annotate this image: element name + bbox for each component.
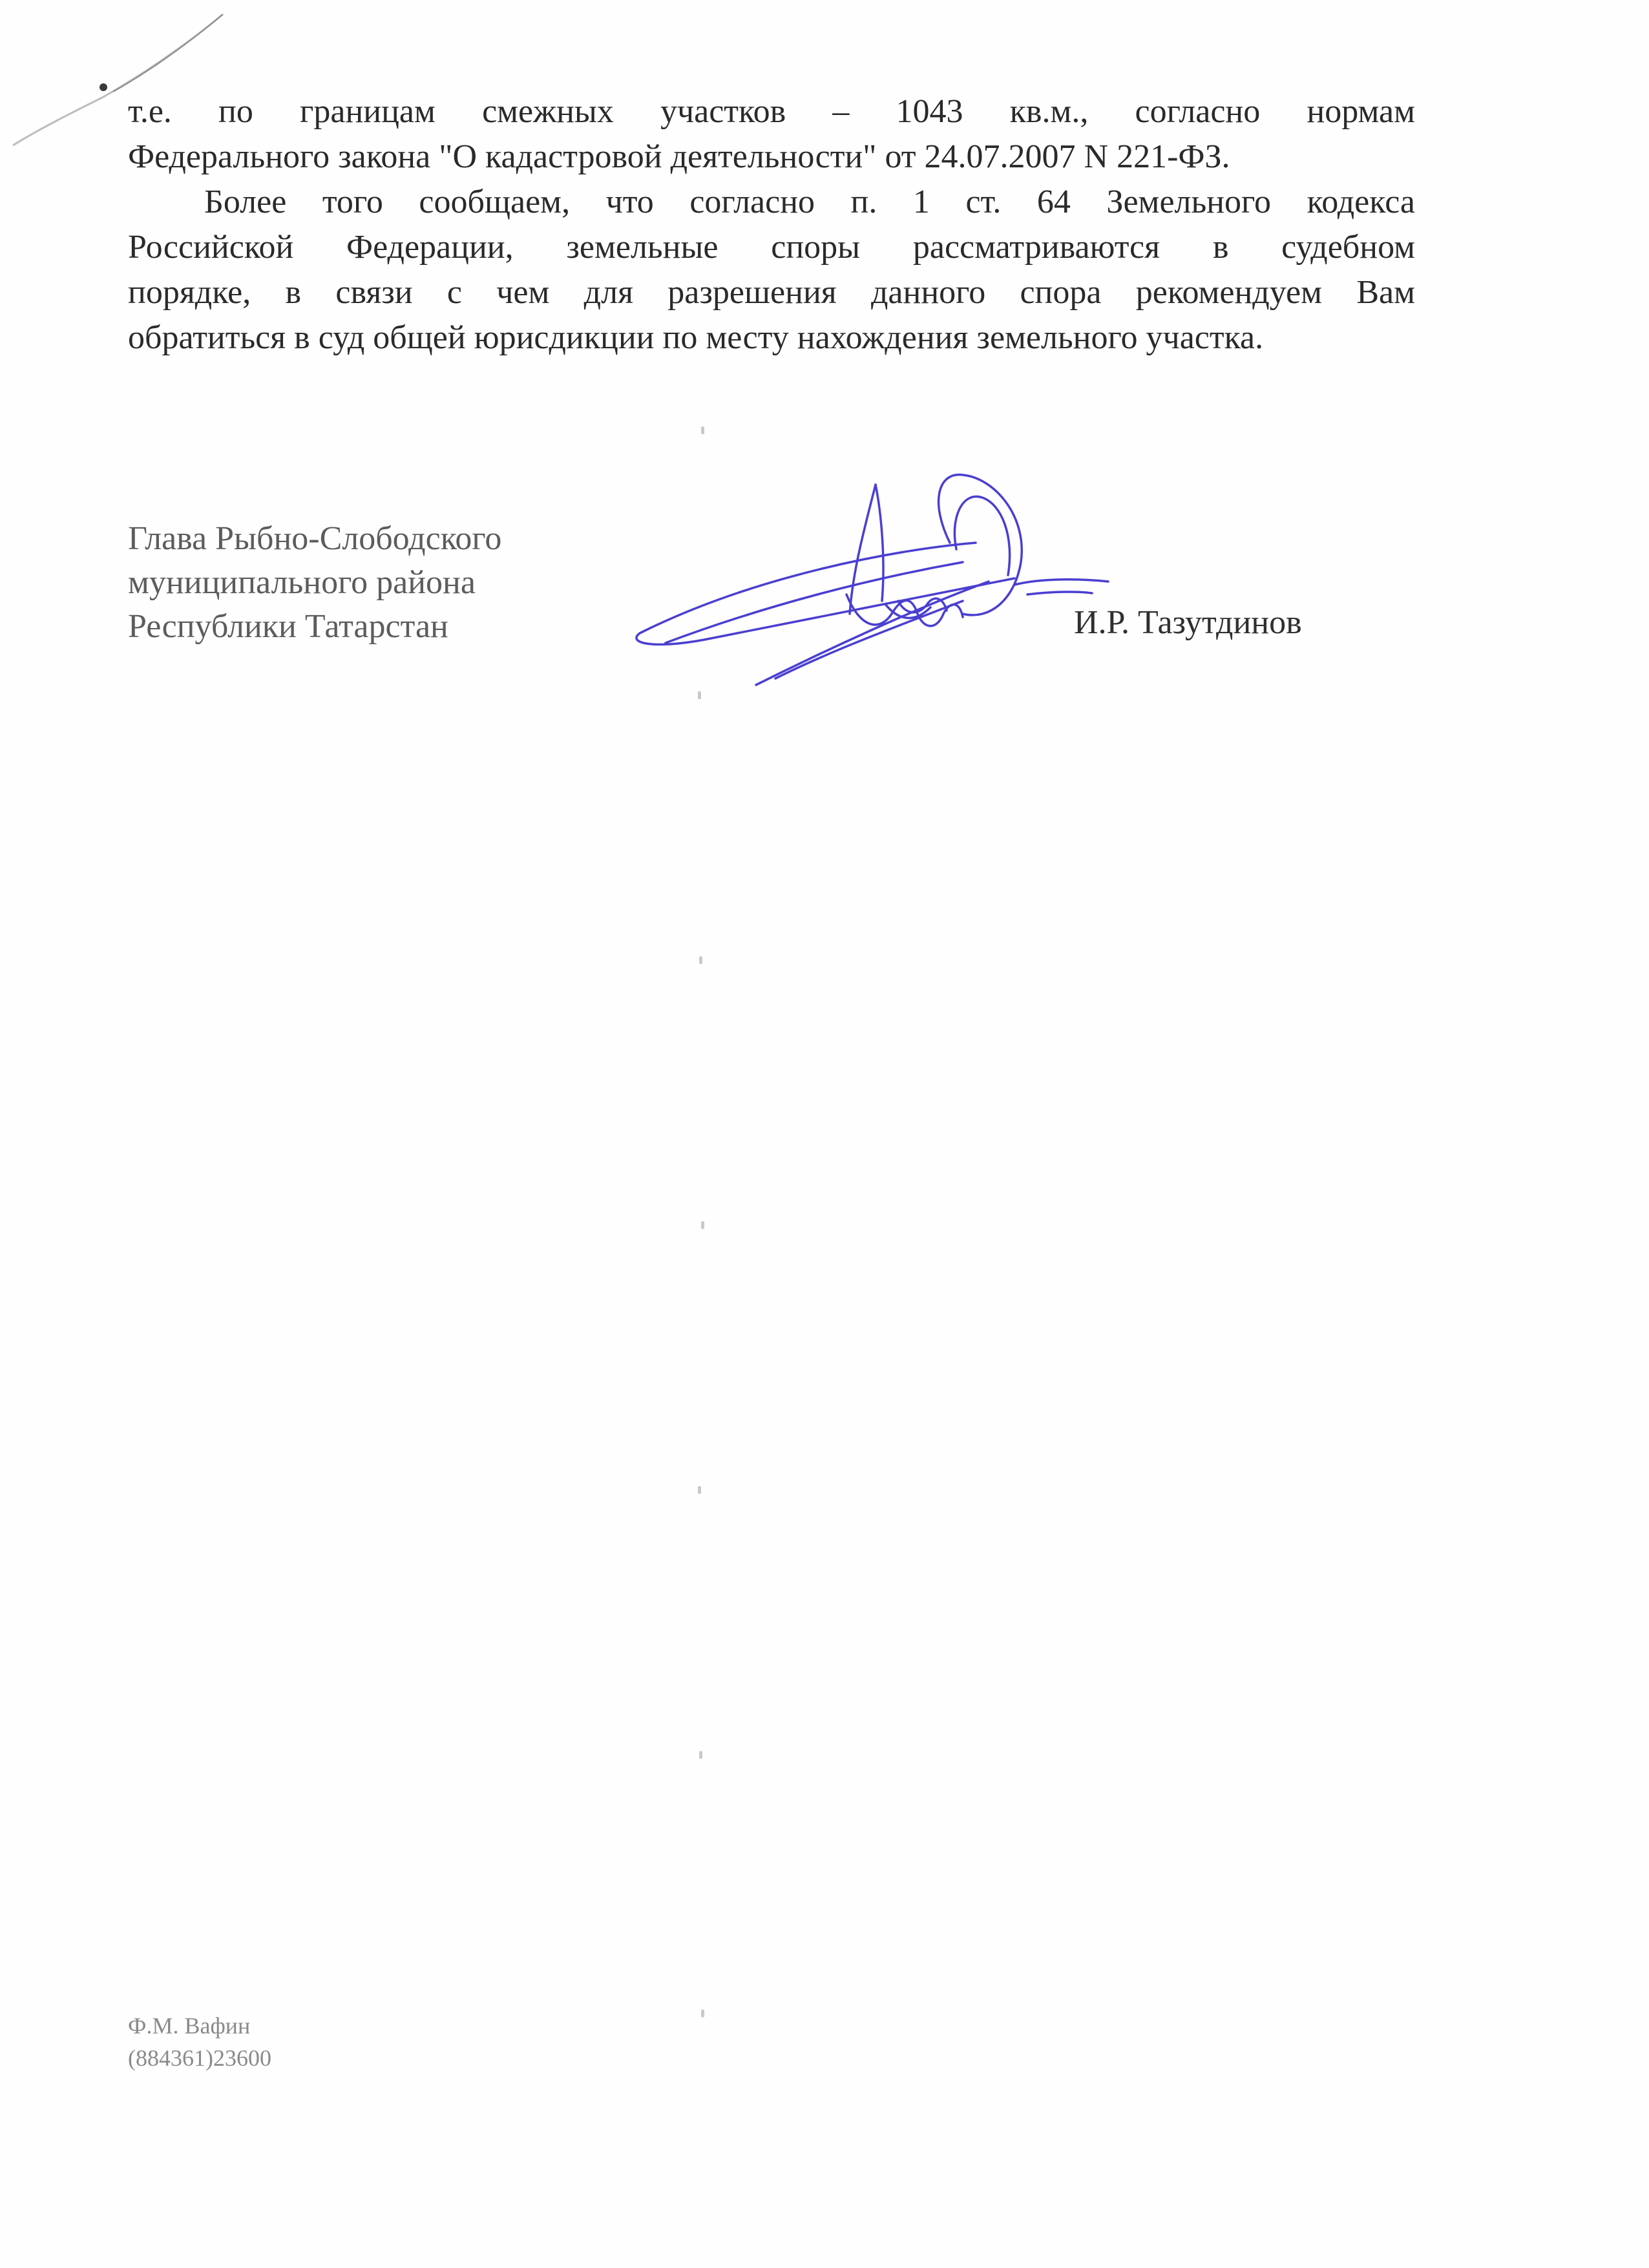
executor-phone: (884361)23600 [128, 2045, 271, 2071]
signatory-title-line: муниципального района [128, 564, 476, 601]
signatory-title-line: Глава Рыбно-Слободского [128, 520, 502, 557]
scan-speck [699, 956, 702, 964]
scan-speck [701, 1221, 704, 1229]
scan-speck [698, 691, 701, 699]
body-line: т.е. по границам смежных участков – 1043 кв.м., согласно нормам [128, 93, 1415, 130]
body-line: Федерального закона "О кадастровой деятельности" от 24.07.2007 N 221-ФЗ. [128, 138, 1230, 175]
executor-info [128, 2010, 271, 2074]
body-line: обратиться в суд общей юрисдикции по месту нахождения земельного участка. [128, 319, 1264, 356]
signatory-name: И.Р. Тазутдинов [1074, 604, 1302, 641]
executor-name: Ф.М. Вафин [128, 2013, 251, 2039]
scan-speck [698, 1486, 701, 1494]
body-line: порядке, в связи с чем для разрешения данного спора рекомендуем Вам [128, 274, 1415, 311]
signatory-title-line: Республики Татарстан [128, 608, 448, 645]
scan-speck [701, 2010, 704, 2017]
scan-speck [701, 426, 704, 434]
scan-speck [699, 1751, 702, 1759]
handwritten-signature [627, 465, 1118, 698]
body-line: Более того сообщаем, что согласно п. 1 ст. 64 Земельного кодекса [204, 184, 1415, 220]
letter-body [128, 89, 1415, 361]
signatory-title [128, 517, 501, 649]
body-line: Российской Федерации, земельные споры рассматриваются в судебном [128, 229, 1415, 266]
